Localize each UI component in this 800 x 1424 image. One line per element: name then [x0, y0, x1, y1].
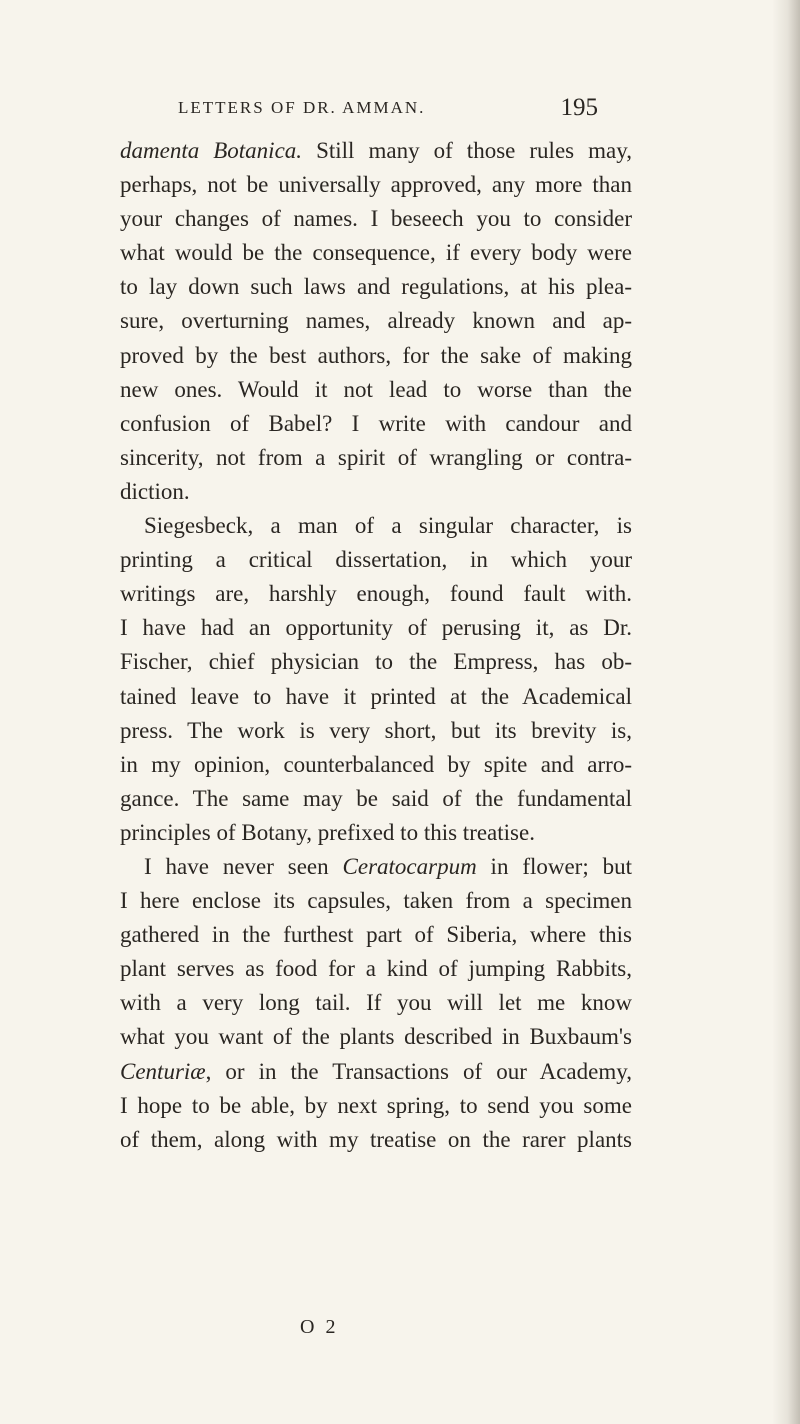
running-head	[178, 90, 598, 126]
text-line: what you want of the plants described in Buxbaum's	[120, 1024, 632, 1050]
page-edge-shadow	[772, 0, 800, 1424]
text-line: perhaps, not be universally approved, any more than	[120, 172, 632, 198]
text-line: printing a critical dissertation, in which your	[120, 547, 632, 573]
text-line: new ones. Would it not lead to worse than the	[120, 376, 632, 402]
text-line: with a very long tail. If you will let me know	[120, 990, 632, 1016]
text-line: I here enclose its capsules, taken from a specimen	[120, 888, 632, 914]
text-line: gance. The same may be said of the fundamental	[120, 785, 632, 811]
page-number: 195	[560, 94, 598, 121]
text-line: diction.	[120, 478, 190, 504]
text-line: in my opinion, counterbalanced by spite and arro-	[120, 751, 632, 777]
text-line: gathered in the furthest part of Siberia, where this	[120, 922, 632, 948]
text-line: of them, along with my treatise on the rarer plants	[120, 1126, 632, 1152]
body-text	[120, 134, 632, 1157]
italic-phrase: damenta Botanica.	[120, 138, 303, 163]
text-line: I hope to be able, by next spring, to send you some	[120, 1092, 632, 1118]
text-line: confusion of Babel? I write with candour and	[120, 410, 632, 436]
text-line: Fischer, chief physician to the Empress, has ob-	[120, 649, 632, 675]
text-line: I have had an opportunity of perusing it, as Dr.	[120, 615, 632, 641]
text-line: what would be the consequence, if every body were	[120, 240, 632, 266]
text-line: your changes of names. I beseech you to consider	[120, 206, 632, 232]
signature-mark: O 2	[300, 1316, 339, 1338]
text-line: proved by the best authors, for the sake of making	[120, 342, 632, 368]
text-line: sure, overturning names, already known and ap-	[120, 308, 632, 334]
text-line: writings are, harshly enough, found fault with.	[120, 581, 632, 607]
italic-phrase: Ceratocarpum	[342, 853, 477, 879]
text-line: tained leave to have it printed at the Academical	[120, 683, 632, 709]
text-line: press. The work is very short, but its brevity is,	[120, 717, 632, 743]
text-line: I have never seen Ceratocarpum in flower; but	[144, 853, 632, 879]
text-line: Siegesbeck, a man of a singular character, is	[144, 513, 632, 539]
text-line: sincerity, not from a spirit of wrangling or contra-	[120, 444, 632, 470]
text-line: plant serves as food for a kind of jumping Rabbits,	[120, 956, 632, 982]
text-line: Centuriæ, or in the Transactions of our Academy,	[120, 1058, 632, 1084]
text-line: to lay down such laws and regulations, at his plea-	[120, 274, 632, 300]
text-line: principles of Botany, prefixed to this treatise.	[120, 819, 535, 845]
text-line: damenta Botanica. Still many of those rules may,	[120, 138, 632, 163]
italic-phrase: Centuriæ	[120, 1058, 206, 1084]
running-title: LETTERS OF DR. AMMAN.	[178, 98, 426, 117]
